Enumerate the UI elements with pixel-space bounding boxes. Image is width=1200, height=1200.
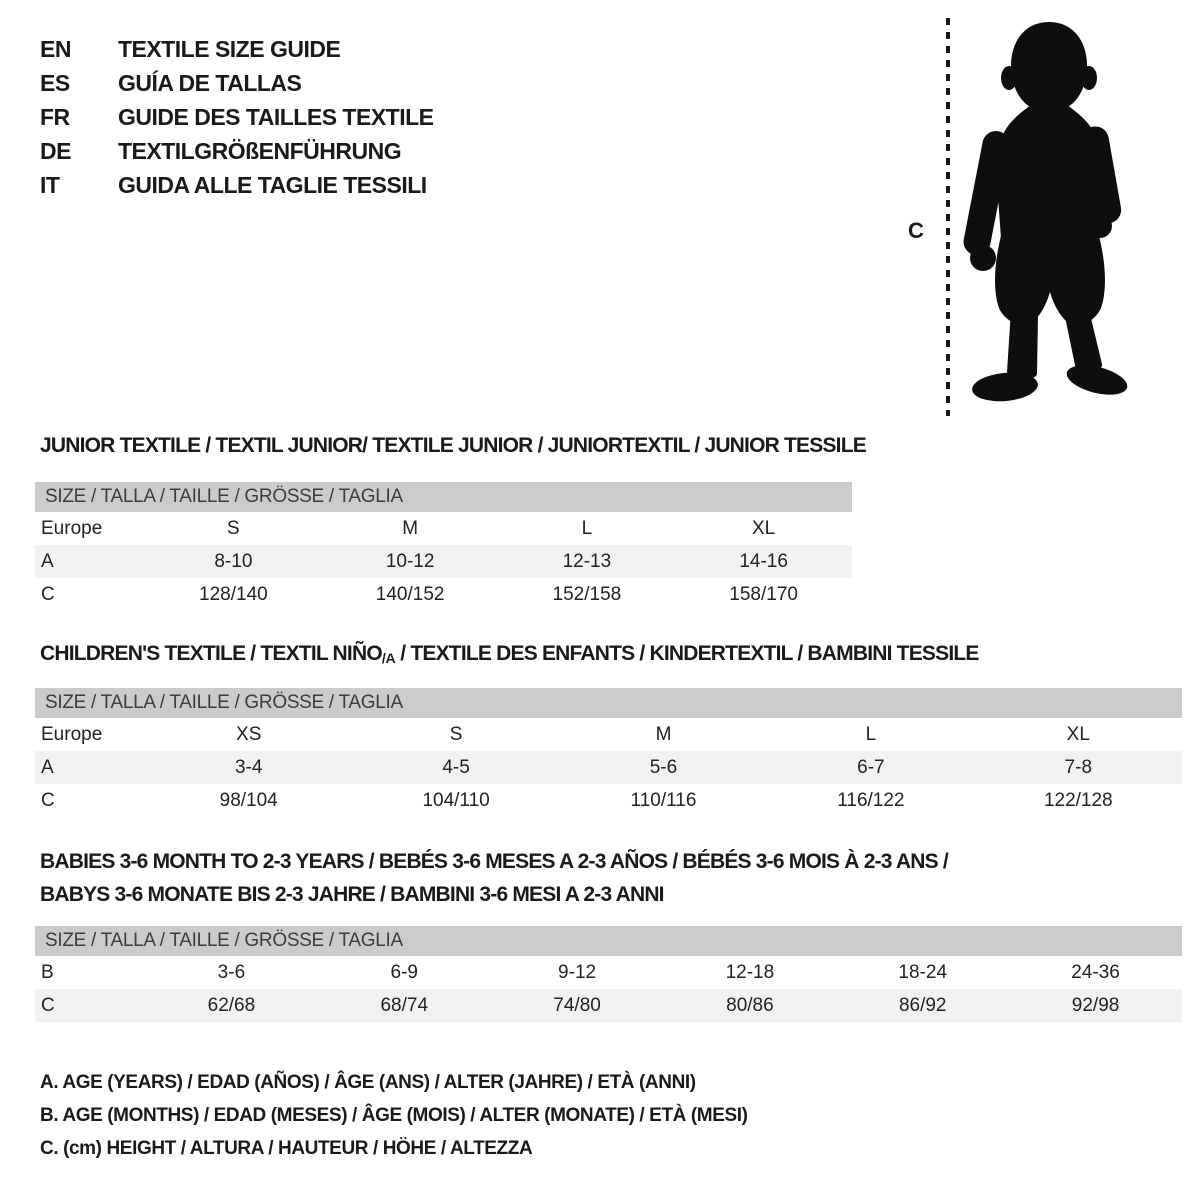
table-row bbox=[35, 989, 1182, 1022]
language-code-it: IT bbox=[40, 171, 60, 198]
language-row-fr bbox=[40, 100, 434, 134]
table-row bbox=[35, 545, 852, 578]
children-size-table bbox=[35, 688, 1182, 817]
row-label: B bbox=[41, 961, 54, 983]
cell: 122/128 bbox=[1043, 789, 1113, 811]
cell: 116/122 bbox=[837, 789, 905, 811]
cell: 9-12 bbox=[558, 961, 597, 983]
cell: M bbox=[655, 723, 672, 745]
cell: 3-4 bbox=[145, 751, 352, 784]
legend-line-a: A. AGE (YEARS) / EDAD (AÑOS) / ÂGE (ANS) / ALTER (JAHRE) / ETÀ (ANNI) bbox=[40, 1072, 696, 1093]
cell: L bbox=[865, 723, 877, 745]
language-row-en bbox=[40, 32, 434, 66]
cell: 4-5 bbox=[352, 751, 559, 784]
cell: S bbox=[449, 723, 463, 745]
row-label: Europe bbox=[41, 723, 103, 745]
children-title-pre: CHILDREN'S TEXTILE / TEXTIL NIÑO bbox=[40, 642, 382, 665]
cell: 10-12 bbox=[322, 545, 499, 578]
table-row bbox=[35, 578, 852, 611]
cell: 12-13 bbox=[499, 545, 676, 578]
cell: 6-9 bbox=[390, 961, 418, 983]
children-table bbox=[35, 718, 1182, 817]
language-code-de: DE bbox=[40, 137, 71, 164]
table-row bbox=[35, 751, 1182, 784]
language-title-list bbox=[40, 32, 434, 202]
language-title-de: TEXTILGRÖßENFÜHRUNG bbox=[118, 137, 402, 164]
row-label: C bbox=[41, 583, 55, 605]
cell: 140/152 bbox=[375, 583, 445, 605]
language-title-fr: GUIDE DES TAILLES TEXTILE bbox=[118, 103, 434, 130]
table-row bbox=[35, 512, 852, 545]
toddler-silhouette bbox=[963, 18, 1135, 414]
height-c-label: C bbox=[908, 218, 924, 243]
babies-section-title bbox=[40, 845, 948, 911]
cell: 80/86 bbox=[663, 989, 836, 1022]
row-label: A bbox=[35, 545, 145, 578]
junior-size-header-bar: SIZE / TALLA / TAILLE / GRÖSSE / TAGLIA bbox=[35, 482, 852, 512]
cell: XL bbox=[752, 517, 776, 539]
row-label: Europe bbox=[41, 517, 103, 539]
row-label: A bbox=[35, 751, 145, 784]
height-dashed-line bbox=[946, 18, 950, 416]
cell: 152/158 bbox=[552, 583, 622, 605]
cell: 3-6 bbox=[217, 961, 246, 983]
legend-line-c: C. (cm) HEIGHT / ALTURA / HAUTEUR / HÖHE / ALTEZZA bbox=[40, 1138, 533, 1159]
table-row bbox=[35, 784, 1182, 817]
cell: 158/170 bbox=[729, 583, 798, 605]
cell: 14-16 bbox=[675, 545, 852, 578]
cell: 104/110 bbox=[422, 789, 490, 811]
cell: M bbox=[402, 517, 419, 539]
row-label: C bbox=[41, 789, 55, 811]
cell: XL bbox=[1066, 723, 1090, 745]
cell: 98/104 bbox=[219, 789, 278, 811]
junior-size-table bbox=[35, 482, 852, 611]
language-row-es bbox=[40, 66, 434, 100]
language-code-es: ES bbox=[40, 69, 70, 96]
language-row-it bbox=[40, 168, 434, 202]
cell: 6-7 bbox=[767, 751, 974, 784]
children-section-title bbox=[40, 642, 979, 666]
legend-line-b: B. AGE (MONTHS) / EDAD (MESES) / ÂGE (MOIS) / ALTER (MONATE) / ETÀ (MESI) bbox=[40, 1105, 748, 1126]
cell: XS bbox=[236, 723, 262, 745]
cell: 62/68 bbox=[145, 989, 318, 1022]
cell: 92/98 bbox=[1009, 989, 1182, 1022]
babies-table bbox=[35, 956, 1182, 1022]
cell: 8-10 bbox=[145, 545, 322, 578]
cell: 18-24 bbox=[898, 961, 948, 983]
language-title-it: GUIDA ALLE TAGLIE TESSILI bbox=[118, 171, 427, 198]
cell: 74/80 bbox=[491, 989, 664, 1022]
cell: S bbox=[227, 517, 240, 539]
cell: 110/116 bbox=[630, 789, 697, 811]
table-row bbox=[35, 718, 1182, 751]
cell: 5-6 bbox=[560, 751, 767, 784]
language-row-de bbox=[40, 134, 434, 168]
junior-table bbox=[35, 512, 852, 611]
cell: 128/140 bbox=[199, 583, 268, 605]
cell: 86/92 bbox=[836, 989, 1009, 1022]
babies-title-line1: BABIES 3-6 MONTH TO 2-3 YEARS / BEBÉS 3-6 MESES A 2-3 AÑOS / BÉBÉS 3-6 MOIS À 2-3 ANS / bbox=[40, 850, 948, 873]
language-title-es: GUÍA DE TALLAS bbox=[118, 69, 302, 96]
cell: 12-18 bbox=[725, 961, 775, 983]
cell: 24-36 bbox=[1071, 961, 1120, 983]
babies-size-table bbox=[35, 926, 1182, 1022]
cell: L bbox=[581, 517, 593, 539]
children-size-header-bar: SIZE / TALLA / TAILLE / GRÖSSE / TAGLIA bbox=[35, 688, 1182, 718]
junior-section-title: JUNIOR TEXTILE / TEXTIL JUNIOR/ TEXTILE JUNIOR / JUNIORTEXTIL / JUNIOR TESSILE bbox=[40, 434, 866, 457]
cell: 68/74 bbox=[318, 989, 491, 1022]
measurement-legend bbox=[40, 1066, 748, 1165]
babies-title-line2: BABYS 3-6 MONATE BIS 2-3 JAHRE / BAMBINI 3-6 MESI A 2-3 ANNI bbox=[40, 883, 664, 906]
children-title-post: / TEXTILE DES ENFANTS / KINDERTEXTIL / BAMBINI TESSILE bbox=[395, 642, 979, 665]
table-row bbox=[35, 956, 1182, 989]
cell: 7-8 bbox=[975, 751, 1182, 784]
children-title-sub: /A bbox=[381, 650, 396, 666]
language-title-en: TEXTILE SIZE GUIDE bbox=[118, 35, 341, 62]
row-label: C bbox=[35, 989, 145, 1022]
language-code-en: EN bbox=[40, 35, 71, 62]
language-code-fr: FR bbox=[40, 103, 70, 130]
babies-size-header-bar: SIZE / TALLA / TAILLE / GRÖSSE / TAGLIA bbox=[35, 926, 1182, 956]
